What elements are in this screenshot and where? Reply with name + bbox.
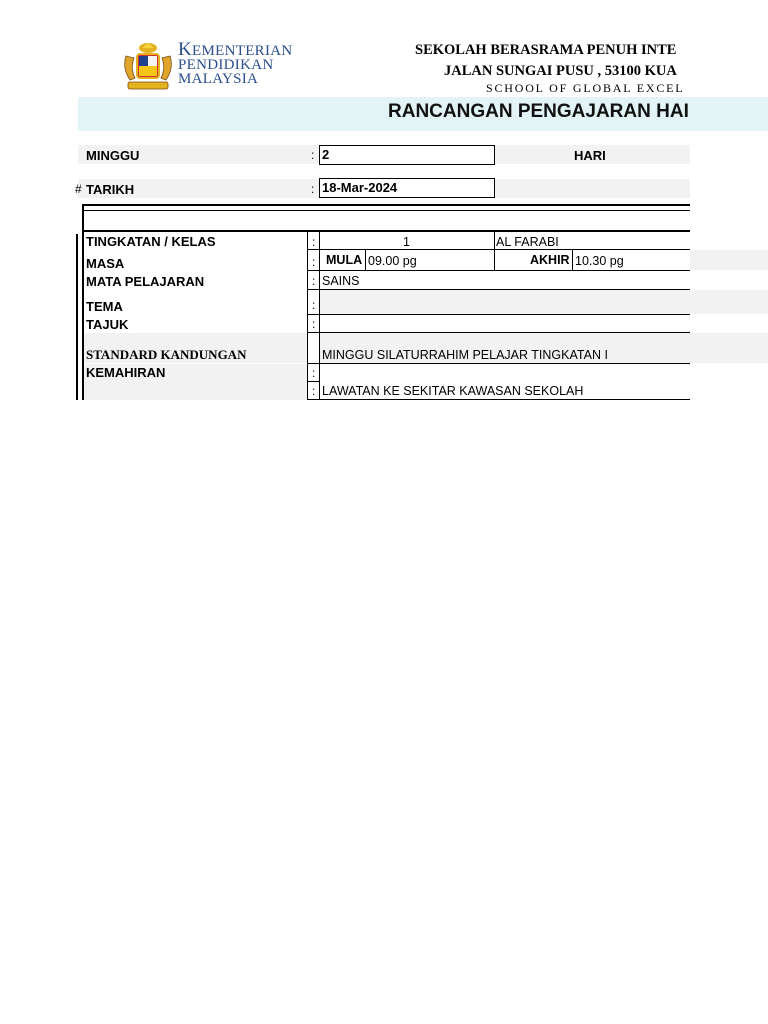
- kemahiran-value: LAWATAN KE SEKITAR KAWASAN SEKOLAH: [322, 384, 584, 398]
- masa-label: MASA: [86, 256, 125, 271]
- minggu-field[interactable]: [319, 145, 495, 165]
- school-motto: SCHOOL OF GLOBAL EXCEL: [486, 81, 685, 95]
- akhir-label: AKHIR: [530, 253, 570, 267]
- colon: :: [312, 235, 316, 249]
- mula-divider: [365, 250, 366, 270]
- tarikh-field[interactable]: [319, 178, 495, 198]
- table-top-border: [83, 204, 690, 206]
- colon: :: [312, 298, 316, 312]
- mula-label: MULA: [326, 253, 363, 267]
- colon: :: [312, 317, 316, 331]
- tingkatan-label: TINGKATAN / KELAS: [86, 234, 216, 249]
- colon: :: [311, 148, 315, 162]
- logo-line-3: MALAYSIA: [178, 71, 259, 87]
- row-line: [308, 270, 690, 271]
- mata-pelajaran-value: SAINS: [322, 274, 360, 288]
- row-line: [308, 381, 320, 382]
- colon-column-divider: [319, 232, 320, 400]
- logo-line-2: PENDIDIKAN: [178, 57, 274, 73]
- tema-row-extension: [690, 290, 768, 314]
- hash-marker: #: [75, 182, 82, 196]
- masa-row-extension: [690, 250, 768, 270]
- label-column-divider: [307, 232, 308, 400]
- standard-row-extension: [690, 333, 768, 363]
- kemahiran-label: KEMAHIRAN: [86, 365, 166, 380]
- akhir-divider: [572, 250, 573, 270]
- school-name: SEKOLAH BERASRAMA PENUH INTE: [415, 42, 677, 58]
- tema-label: TEMA: [86, 299, 123, 314]
- row-line: [308, 332, 690, 333]
- school-address: JALAN SUNGAI PUSU , 53100 KUA: [444, 63, 677, 79]
- row-line: [308, 314, 690, 315]
- kelas-value: AL FARABI: [496, 235, 559, 249]
- mula-value: 09.00 pg: [368, 254, 417, 268]
- colon: :: [312, 384, 316, 398]
- hari-label: HARI: [574, 148, 606, 163]
- tajuk-label: TAJUK: [86, 317, 129, 332]
- minggu-value: 2: [322, 147, 330, 162]
- table-divider: [83, 210, 690, 211]
- table-header-border: [83, 230, 690, 232]
- row-line: [308, 399, 690, 400]
- document-title: RANCANGAN PENGAJARAN HAI: [388, 101, 689, 122]
- minggu-label: MINGGU: [86, 148, 140, 163]
- standard-kandungan-value: MINGGU SILATURRAHIM PELAJAR TINGKATAN I: [322, 348, 608, 362]
- malaysia-crest-icon: [120, 42, 176, 92]
- standard-kandungan-label: STANDARD KANDUNGAN: [86, 347, 247, 362]
- row-line: [308, 289, 690, 290]
- ministry-logo-text: KEMENTERIAN PENDIDIKAN MALAYSIA: [178, 39, 293, 87]
- tingkatan-value: 1: [403, 235, 410, 249]
- kelas-divider: [494, 232, 495, 270]
- tarikh-value: 18-Mar-2024: [322, 180, 398, 195]
- tarikh-label: TARIKH: [86, 182, 135, 197]
- tema-value-bg: [320, 290, 690, 314]
- colon: :: [312, 255, 316, 269]
- title-band-extension: [690, 97, 768, 131]
- colon: :: [312, 366, 316, 380]
- mata-pelajaran-label: MATA PELAJARAN: [86, 274, 205, 289]
- outer-left-border: [76, 234, 78, 400]
- colon: :: [312, 274, 316, 288]
- akhir-value: 10.30 pg: [575, 254, 624, 268]
- row-line: [308, 363, 690, 364]
- colon: :: [311, 182, 315, 196]
